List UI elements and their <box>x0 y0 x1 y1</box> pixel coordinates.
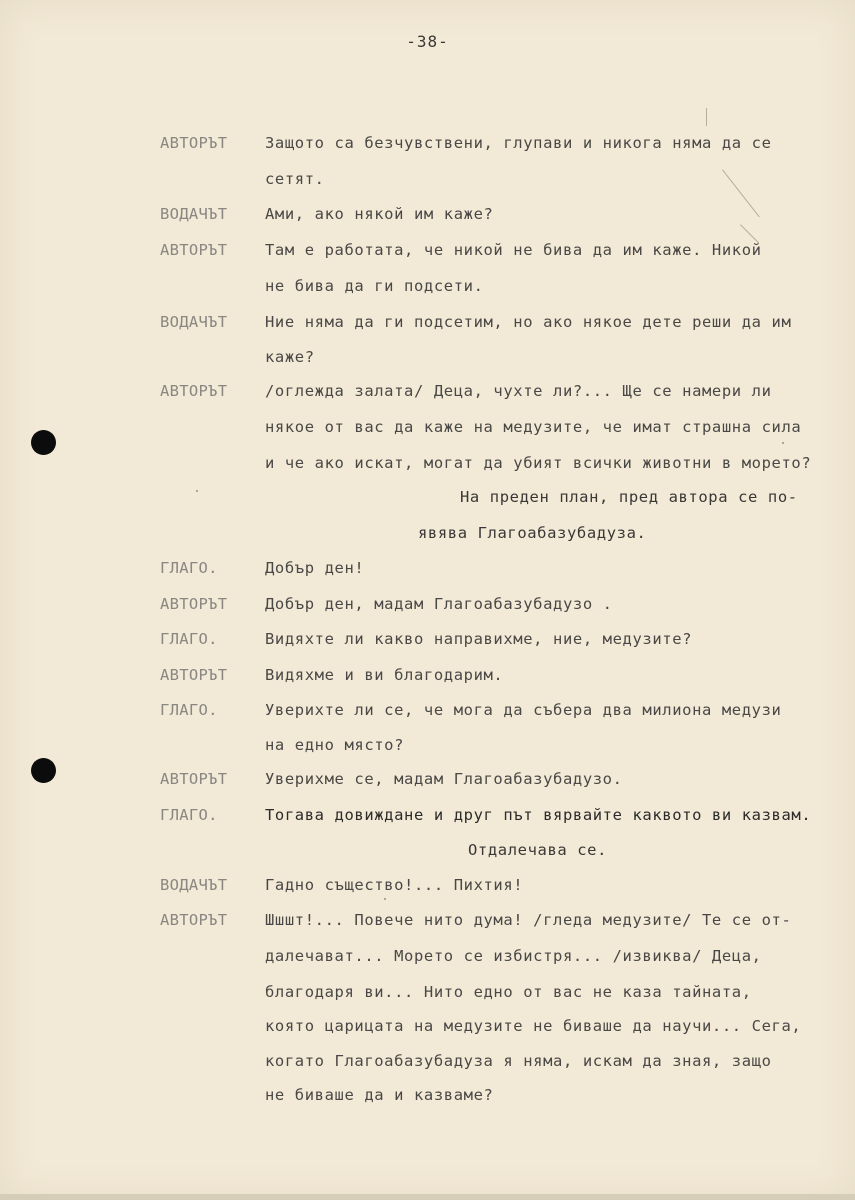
dialogue-text: /оглежда залата/ Деца, чухте ли?... Ще се намери ли <box>265 382 772 400</box>
speaker-name: ГЛАГО. <box>160 559 218 577</box>
dialogue-text: Шшшт!... Повече нито дума! /гледа медузите/ Те се от- <box>265 911 792 929</box>
dialogue-text: не бива да ги подсети. <box>265 277 484 295</box>
dialogue-line <box>0 168 855 190</box>
page-bottom-edge <box>0 1194 855 1200</box>
dialogue-line <box>0 628 855 650</box>
dialogue-line <box>0 346 855 368</box>
speaker-name: ВОДАЧЪТ <box>160 876 228 894</box>
dialogue-text: не биваше да и казваме? <box>265 1086 494 1104</box>
dialogue-text: някое от вас да каже на медузите, че имат страшна сила <box>265 418 802 436</box>
dialogue-line <box>0 768 855 790</box>
dialogue-text: Уверихме се, мадам Глагоабазубадузо. <box>265 770 623 788</box>
dialogue-line <box>0 1050 855 1072</box>
dialogue-text: Тогава довиждане и друг път вярвайте каквото ви казвам. <box>265 806 812 824</box>
dialogue-line <box>0 945 855 967</box>
dialogue-line <box>0 132 855 154</box>
dialogue-text: и че ако искат, могат да убият всички животни в морето? <box>265 454 812 472</box>
speaker-name: АВТОРЪТ <box>160 666 228 684</box>
stage-direction <box>0 839 855 861</box>
dialogue-line <box>0 239 855 261</box>
dialogue-text: Уверихте ли се, че мога да събера два милиона медузи <box>265 701 782 719</box>
dialogue-line <box>0 699 855 721</box>
stage-direction-text: На преден план, пред автора се по- <box>460 488 798 506</box>
pencil-stroke <box>706 108 707 126</box>
stage-direction <box>0 522 855 544</box>
speaker-name: АВТОРЪТ <box>160 770 228 788</box>
speaker-name: ГЛАГО. <box>160 806 218 824</box>
speaker-name: АВТОРЪТ <box>160 911 228 929</box>
stage-direction-text: Отдалечава се. <box>468 841 608 859</box>
dialogue-text: Там е работата, че никой не бива да им каже. Никой <box>265 241 762 259</box>
stage-direction-text: явява Глагоабазубадуза. <box>418 524 647 542</box>
dialogue-line <box>0 416 855 438</box>
dialogue-text: Защото са безчувствени, глупави и никога няма да се <box>265 134 772 152</box>
dialogue-line <box>0 593 855 615</box>
dialogue-text: Ние няма да ги подсетим, но ако някое дете реши да им <box>265 313 792 331</box>
dialogue-line <box>0 311 855 333</box>
dialogue-line <box>0 452 855 474</box>
dialogue-line <box>0 1084 855 1106</box>
dialogue-text: когато Глагоабазубадуза я няма, искам да зная, защо <box>265 1052 772 1070</box>
dialogue-text: на едно място? <box>265 736 405 754</box>
dialogue-line <box>0 1015 855 1037</box>
speaker-name: ВОДАЧЪТ <box>160 205 228 223</box>
speaker-name: АВТОРЪТ <box>160 595 228 613</box>
dialogue-text: благодаря ви... Нито едно от вас не каза тайната, <box>265 983 752 1001</box>
dialogue-line <box>0 380 855 402</box>
dialogue-text: Видяхте ли какво направихме, ние, медузите? <box>265 630 693 648</box>
speaker-name: ГЛАГО. <box>160 701 218 719</box>
dialogue-line <box>0 874 855 896</box>
dialogue-text: каже? <box>265 348 315 366</box>
dialogue-text: далечават... Морето се избистря... /извиква/ Деца, <box>265 947 762 965</box>
speaker-name: ВОДАЧЪТ <box>160 313 228 331</box>
dialogue-text: която царицата на медузите не биваше да научи... Сега, <box>265 1017 802 1035</box>
dialogue-line <box>0 203 855 225</box>
dialogue-text: Видяхме и ви благодарим. <box>265 666 504 684</box>
dialogue-text: Ами, ако някой им каже? <box>265 205 494 223</box>
dialogue-line <box>0 275 855 297</box>
dialogue-text: Гадно същество!... Пихтия! <box>265 876 524 894</box>
paper-speck <box>384 898 386 900</box>
dialogue-line <box>0 734 855 756</box>
speaker-name: АВТОРЪТ <box>160 134 228 152</box>
speaker-name: АВТОРЪТ <box>160 241 228 259</box>
dialogue-text: сетят. <box>265 170 325 188</box>
page-number: -38- <box>406 32 449 51</box>
speaker-name: АВТОРЪТ <box>160 382 228 400</box>
dialogue-text: Добър ден, мадам Глагоабазубадузо . <box>265 595 613 613</box>
dialogue-line <box>0 981 855 1003</box>
dialogue-line <box>0 557 855 579</box>
stage-direction <box>0 486 855 508</box>
dialogue-line <box>0 909 855 931</box>
paper-speck <box>782 442 784 444</box>
dialogue-line <box>0 664 855 686</box>
speaker-name: ГЛАГО. <box>160 630 218 648</box>
dialogue-line <box>0 804 855 826</box>
dialogue-text: Добър ден! <box>265 559 365 577</box>
